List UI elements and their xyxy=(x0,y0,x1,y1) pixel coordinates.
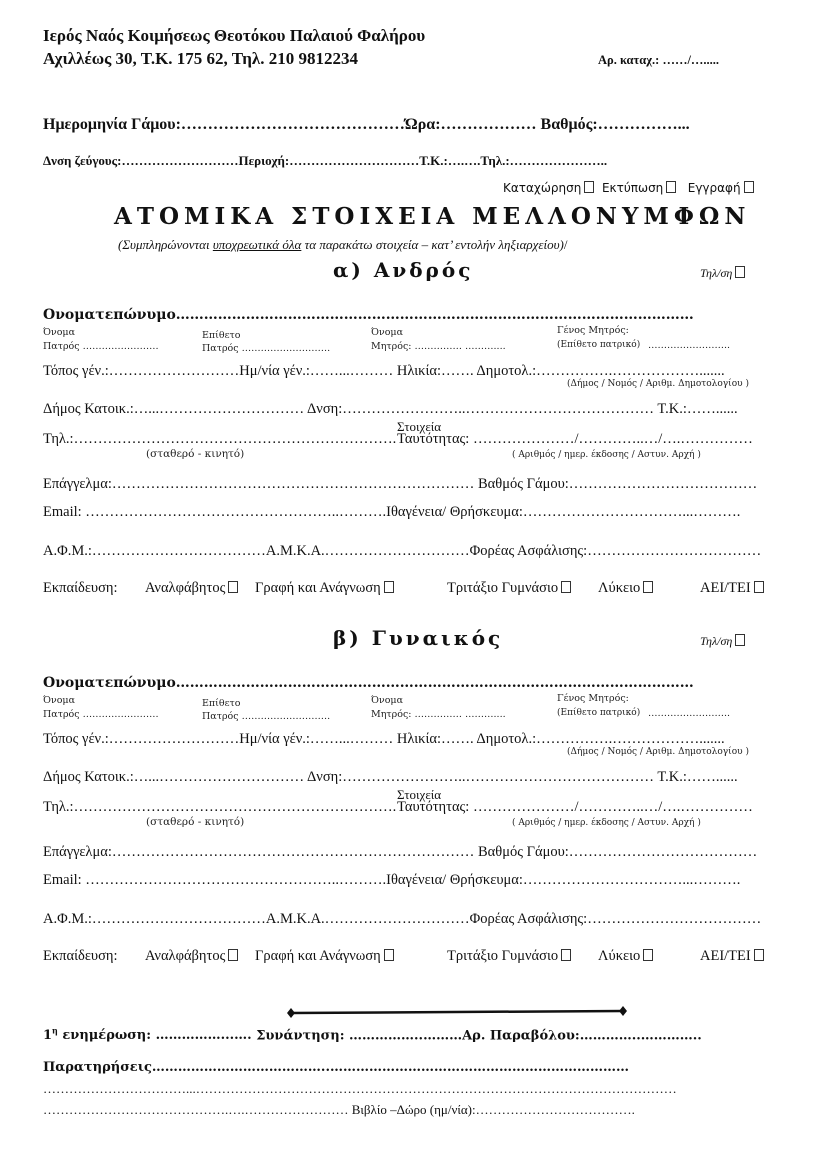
father-name-label: Όνομα xyxy=(43,327,76,338)
processing-checks xyxy=(503,181,754,195)
first-update-field[interactable]: $1^\eta$ ενημέρωση: ……………...…. xyxy=(43,1026,257,1044)
checkbox-icon[interactable] xyxy=(561,581,571,593)
checkbox-icon[interactable] xyxy=(754,581,764,593)
checkbox-icon[interactable] xyxy=(561,949,571,961)
book-gift-field[interactable]: Βιβλίο –Δώρο (ημ/νία):………………………………. xyxy=(351,1102,635,1117)
checkbox-icon[interactable] xyxy=(384,581,394,593)
checkbox-icon[interactable] xyxy=(643,949,653,961)
education-label: Εκπαίδευση: xyxy=(43,948,118,964)
id-field[interactable]: Ταυτότητας: …………………/…………..…/….…………… xyxy=(397,799,753,815)
check-registration[interactable]: Καταχώρηση xyxy=(503,181,594,195)
mother-family-label: Γένος Μητρός: xyxy=(557,325,629,336)
father-surname-label: Επίθετο xyxy=(202,330,241,341)
mother-name-label: Όνομα xyxy=(371,327,404,338)
checkbox-icon[interactable] xyxy=(735,634,745,646)
tax-row[interactable]: Α.Φ.Μ.:………………………………Α.Μ.Κ.Α.…………………………Φορέας Ασφάλισης:……………………………… xyxy=(43,543,762,559)
checkbox-icon[interactable] xyxy=(754,949,764,961)
father-name-field[interactable]: Πατρός …………………… xyxy=(43,709,159,720)
check-entry[interactable]: Εγγραφή xyxy=(688,181,754,195)
checkbox-icon[interactable] xyxy=(735,266,745,278)
fullname-field[interactable]: Ονοματεπώνυμο………………………………………………………………………………………………… xyxy=(43,307,694,323)
phone-notify-check[interactable]: Τηλ/ση xyxy=(700,266,745,281)
phone-hint: (σταθερό - κινητό) xyxy=(146,816,245,828)
checkbox-icon[interactable] xyxy=(643,581,653,593)
phone-hint: (σταθερό - κινητό) xyxy=(146,448,245,460)
remarks-field[interactable]: Παρατηρήσεις…………………………………..…………………………………………………………… xyxy=(43,1060,629,1075)
education-gymnasium[interactable]: Τριτάξιο Γυμνάσιο xyxy=(447,948,571,965)
mother-family-hint: (Επίθετο πατρικό) xyxy=(557,340,641,350)
checkbox-icon[interactable] xyxy=(228,949,238,961)
father-name-label: Όνομα xyxy=(43,695,76,706)
meeting-field[interactable]: Συνάντηση: ……………..……… xyxy=(256,1028,463,1044)
education-gymnasium[interactable]: Τριτάξιο Γυμνάσιο xyxy=(447,580,571,597)
checkbox-icon[interactable] xyxy=(384,949,394,961)
father-surname-label: Επίθετο xyxy=(202,698,241,709)
mother-family-field[interactable]: …………………….. xyxy=(648,708,731,719)
father-name-field[interactable]: Πατρός …………………… xyxy=(43,341,159,352)
education-illiterate[interactable]: Αναλφάβητος xyxy=(145,948,238,965)
fee-number-field[interactable]: Αρ. Παραβόλου:…………..………….. xyxy=(462,1028,702,1044)
education-label: Εκπαίδευση: xyxy=(43,580,118,596)
mother-name-label: Όνομα xyxy=(371,695,404,706)
church-name: Ιερός Ναός Κοιμήσεως Θεοτόκου Παλαιού Φαλήρου xyxy=(43,26,426,45)
mother-family-label: Γένος Μητρός: xyxy=(557,693,629,704)
phone-field[interactable]: Τηλ.:…………………………………………………………. xyxy=(43,431,397,447)
education-read-write[interactable]: Γραφή και Ανάγνωση xyxy=(255,948,394,965)
checkbox-icon[interactable] xyxy=(228,581,238,593)
education-lyceum[interactable]: Λύκειο xyxy=(598,580,653,597)
education-university[interactable]: ΑΕΙ/ΤΕΙ xyxy=(700,948,764,965)
checkbox-icon[interactable] xyxy=(744,181,754,193)
footer-admin-row xyxy=(43,1026,702,1043)
mother-family-field[interactable]: …………………….. xyxy=(648,340,731,351)
wedding-date-row[interactable]: Ημερομηνία Γάμου:……………………………………Ώρα:……………… Βαθμός:……………... xyxy=(43,116,690,133)
section-heading: β) Γυναικός xyxy=(333,626,504,650)
remarks-line-2[interactable]: ……………………………...………………………………………………………………………………………………… xyxy=(43,1081,677,1096)
section-heading: α) Ανδρός xyxy=(333,258,474,282)
id-label: Στοιχεία xyxy=(397,419,442,434)
email-row[interactable]: Email: ……………………………………………..……….Ιθαγένεια/ Θρήσκευμα:……………………………...………. xyxy=(43,504,741,520)
residence-row[interactable]: Δήμος Κατοικ.:…...………………………… Δνση:……………………..………………………………… Τ.Κ.:……...... xyxy=(43,401,738,417)
checkbox-icon[interactable] xyxy=(666,181,676,193)
mother-name-field[interactable]: Μητρός: …………… ……….... xyxy=(371,341,506,352)
tax-row[interactable]: Α.Φ.Μ.:………………………………Α.Μ.Κ.Α.…………………………Φορέας Ασφάλισης:……………………………… xyxy=(43,911,762,927)
remarks-line-3 xyxy=(43,1102,635,1118)
education-illiterate[interactable]: Αναλφάβητος xyxy=(145,580,238,597)
education-lyceum[interactable]: Λύκειο xyxy=(598,948,653,965)
page-title: ΑΤΟΜΙΚΑ ΣΤΟΙΧΕΙΑ ΜΕΛΛΟΝΥΜΦΩΝ xyxy=(114,203,751,230)
couple-address-row[interactable]: Δνση ζεύγους:………………………Περιοχή:…………………………Τ.Κ.:….….Τηλ.:………………….. xyxy=(43,153,608,168)
registration-number-field[interactable]: Αρ. καταχ.: ……/…..... xyxy=(598,53,720,67)
check-print[interactable]: Εκτύπωση xyxy=(602,181,676,195)
id-hint: ( Αριθμός / ημερ. έκδοσης / Αστυν. Αρχή ) xyxy=(512,818,701,828)
checkbox-icon[interactable] xyxy=(584,181,594,193)
divider-line xyxy=(285,1005,630,1019)
remarks-line-3-dots[interactable]: …………………………………….….…………………… xyxy=(43,1102,349,1117)
birth-row-hint: (Δήμος / Νομός / Αριθμ. Δημοτολογίου ) xyxy=(567,747,749,757)
birth-row-hint: (Δήμος / Νομός / Αριθμ. Δημοτολογίου ) xyxy=(567,379,749,389)
id-hint: ( Αριθμός / ημερ. έκδοσης / Αστυν. Αρχή ) xyxy=(512,450,701,460)
email-row[interactable]: Email: ……………………………………………..……….Ιθαγένεια/ Θρήσκευμα:……………………………...………. xyxy=(43,872,741,888)
education-read-write[interactable]: Γραφή και Ανάγνωση xyxy=(255,580,394,597)
mother-family-hint: (Επίθετο πατρικό) xyxy=(557,708,641,718)
id-field[interactable]: Ταυτότητας: …………………/…………..…/….…………… xyxy=(397,431,753,447)
page-subtitle: (Συμπληρώνονται υποχρεωτικά όλα τα παρακάτω στοιχεία – κατ’ εντολήν ληξιαρχείου)/ xyxy=(118,237,568,252)
father-surname-field[interactable]: Πατρός ………………………. xyxy=(202,711,331,722)
birth-row[interactable]: Τόπος γέν.:………………………Ημ/νία γέν.:……...……… Ηλικία:……. Δημοτολ.:…………….………………....... xyxy=(43,363,725,379)
occupation-row[interactable]: Επάγγελμα:………………………………………………………………… Βαθμός Γάμου:………………………………… xyxy=(43,476,758,492)
birth-row[interactable]: Τόπος γέν.:………………………Ημ/νία γέν.:……...……… Ηλικία:……. Δημοτολ.:…………….………………....... xyxy=(43,731,725,747)
church-address: Αχιλλέως 30, Τ.Κ. 175 62, Τηλ. 210 9812234 xyxy=(43,49,358,68)
phone-field[interactable]: Τηλ.:…………………………………………………………. xyxy=(43,799,397,815)
id-label: Στοιχεία xyxy=(397,787,442,802)
father-surname-field[interactable]: Πατρός ………………………. xyxy=(202,343,331,354)
occupation-row[interactable]: Επάγγελμα:………………………………………………………………… Βαθμός Γάμου:………………………………… xyxy=(43,844,758,860)
phone-notify-check[interactable]: Τηλ/ση xyxy=(700,634,745,649)
mother-name-field[interactable]: Μητρός: …………… ……….... xyxy=(371,709,506,720)
fullname-field[interactable]: Ονοματεπώνυμο………………………………………………………………………………………………… xyxy=(43,675,694,691)
residence-row[interactable]: Δήμος Κατοικ.:…...………………………… Δνση:……………………..………………………………… Τ.Κ.:……...... xyxy=(43,769,738,785)
education-university[interactable]: ΑΕΙ/ΤΕΙ xyxy=(700,580,764,597)
